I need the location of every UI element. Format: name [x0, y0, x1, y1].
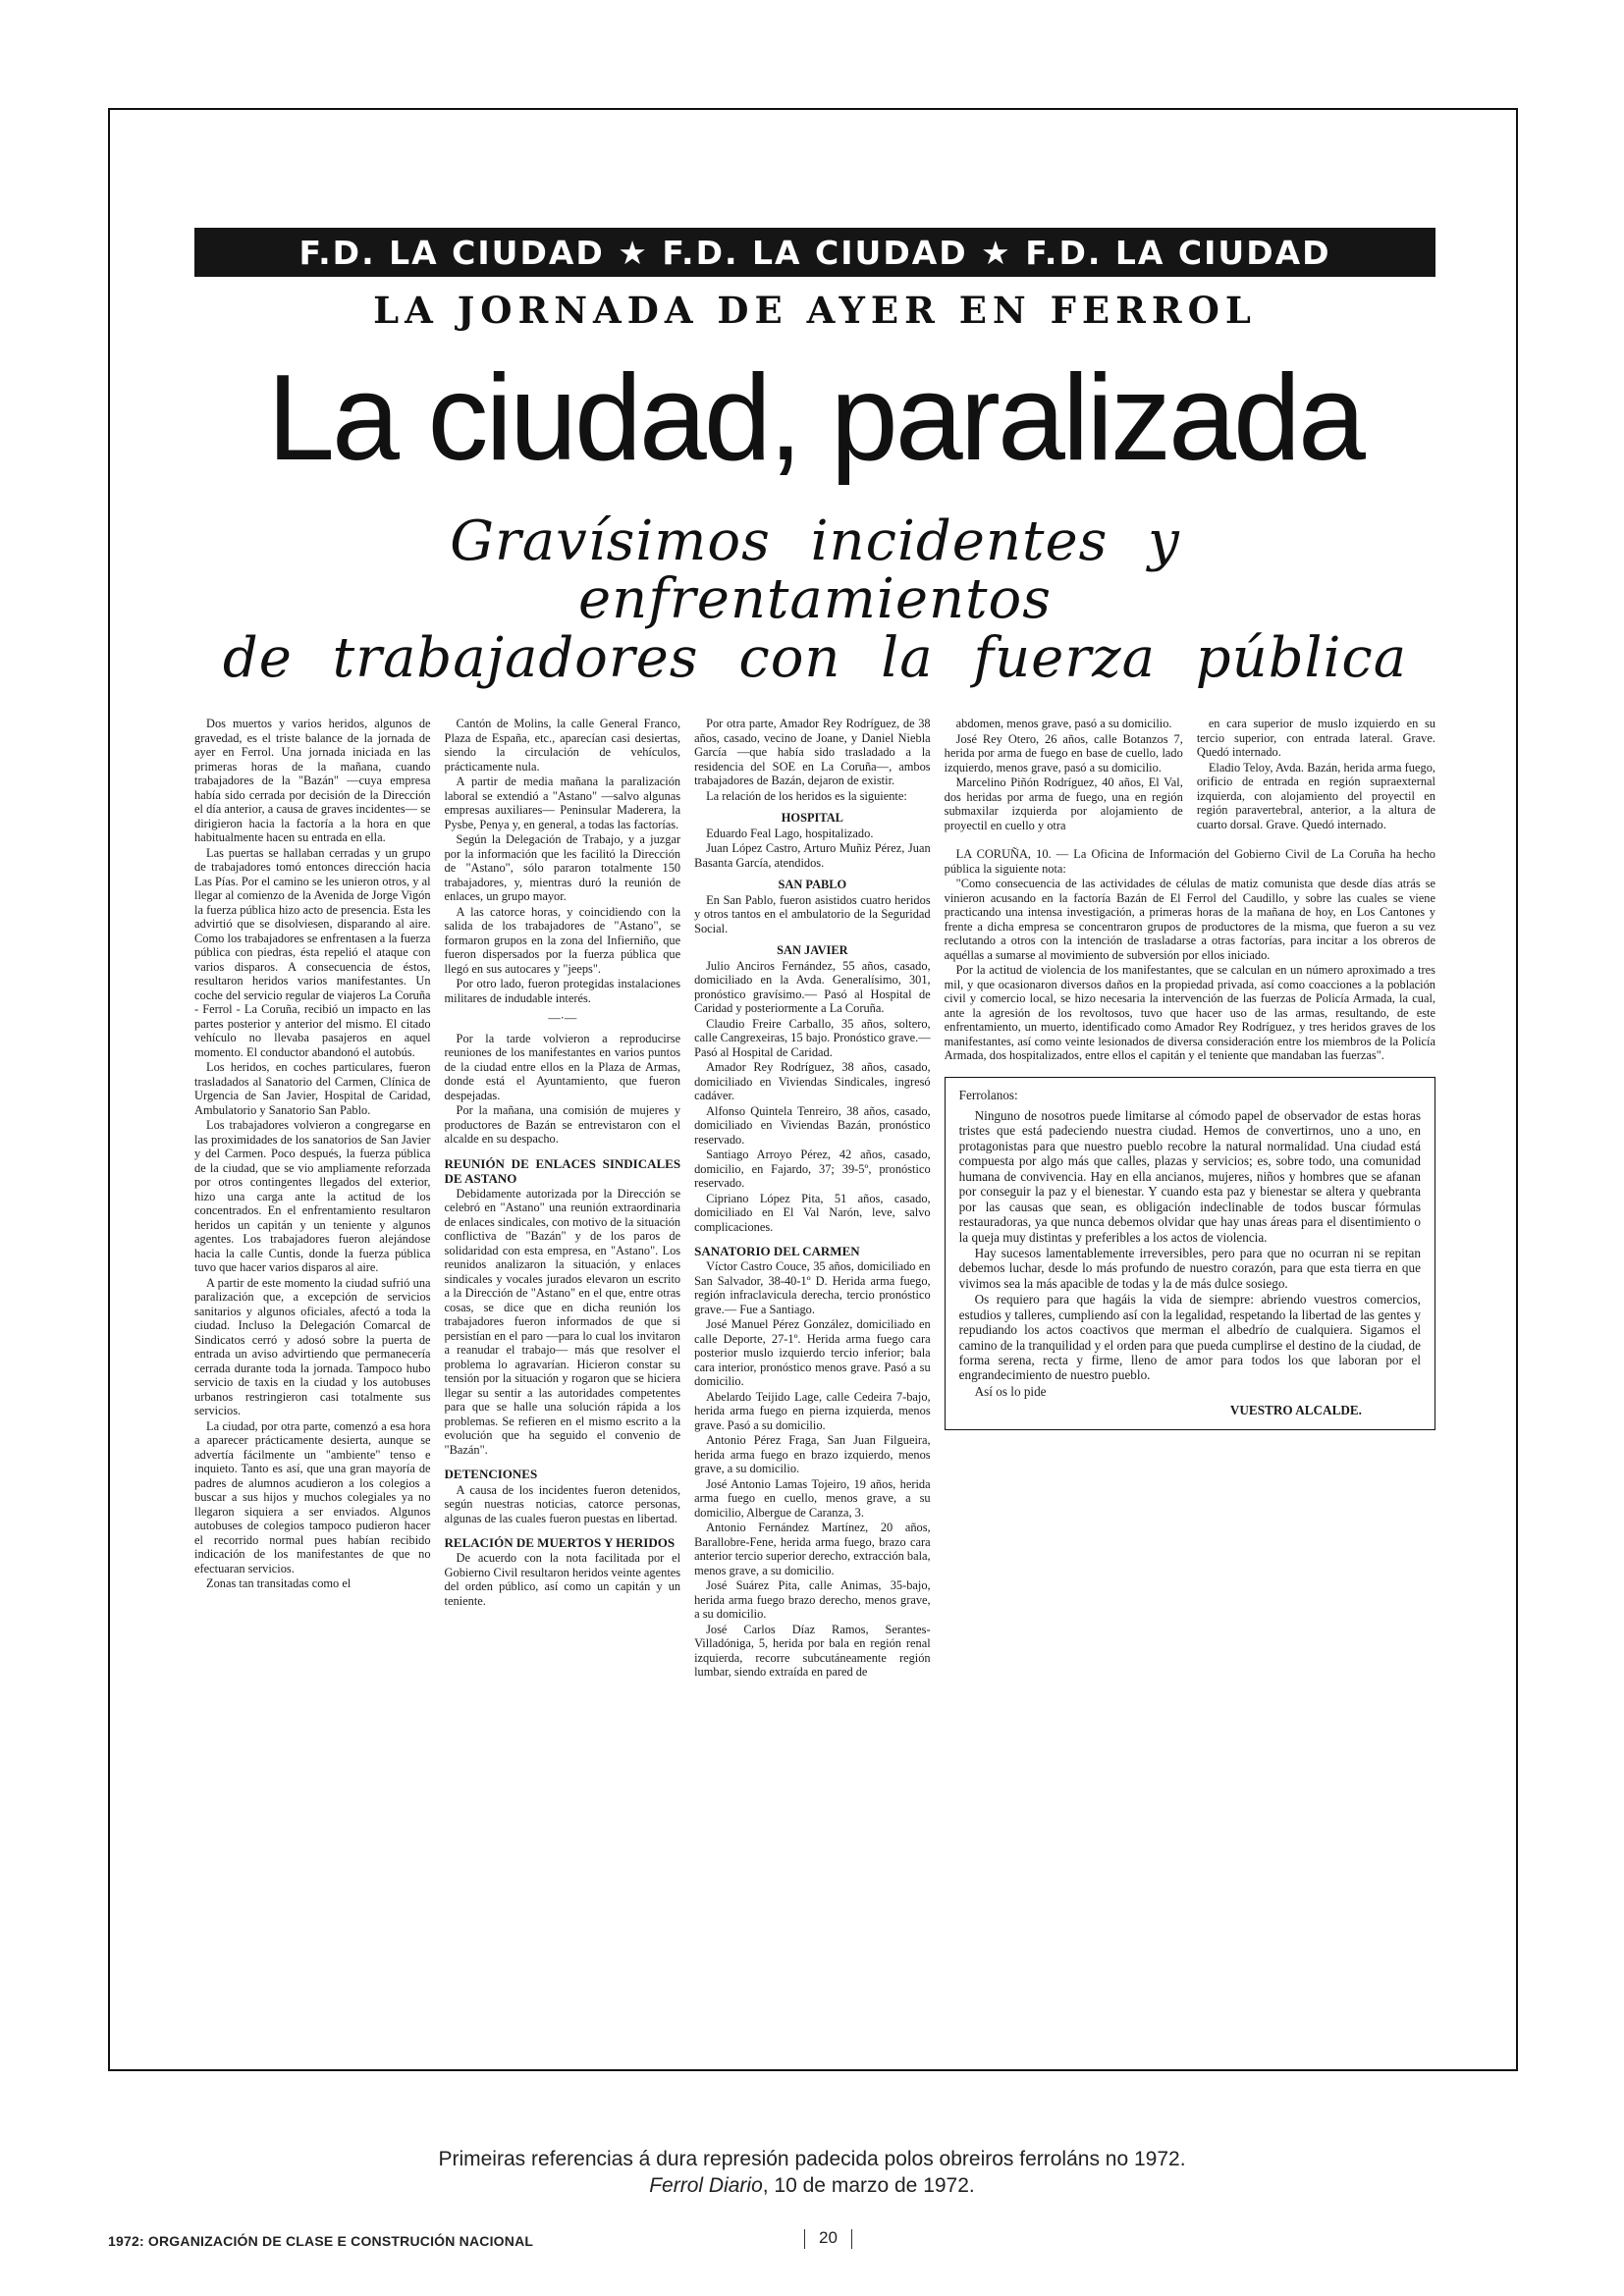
article-column-4	[945, 717, 1183, 833]
figure-caption	[0, 2146, 1624, 2200]
footer-book-title: 1972: ORGANIZACIÓN DE CLASE E CONSTRUCIÓN NACIONAL	[108, 2233, 534, 2249]
article-paragraph: Dos muertos y varios heridos, algunos de gravedad, es el triste balance de la jornada de ayer en Ferrol. Una jornada iniciada en las primeras horas de la mañana, cuando trabajadores de la "Bazán" —cuya empresa había sido cerrada por decisión de la Dirección el día anterior, a causa de graves incidentes— se dirigieron hacia la factoría a la hora en que habitualmente hacen su entrada en ella.	[194, 717, 431, 845]
subhead-line-2: de trabajadores con la fuerza pública	[222, 625, 1408, 690]
article-paragraph: Por la actitud de violencia de los manifestantes, que se calculan en un número aproximado a tres mil, y que ocasionaron diversos daños en la propiedad privada, así como coacciones a la población civil y comercio local, se hizo necesaria la intervención de las fuerzas de Policía Armada, la cual, ante la agresión de los revoltosos, tuvo que hacer uso de las armas, resultando, de este enfrentamiento, un muerto, identificado como Amador Rey Rodríguez, y tres heridos graves de los manifestantes, así como veinte lesionados de diversa consideración entre los miembros de la Policía Armada, dos hospitalizados, entre ellos el capitán y el teniente que mandaban las fuerzas".	[944, 963, 1435, 1063]
article-paragraph: Antonio Fernández Martínez, 20 años, Barallobre-Fene, herida arma fuego, brazo cara anterior tercio superior derecho, extracción bala, menos grave, a su domicilio.	[694, 1521, 931, 1577]
article-paragraph: "Como consecuencia de las actividades de células de matiz comunista que desde días atrás se vinieron acusando en la factoría Bazán de El Ferrol del Caudillo, y sobre las cuales se viene practicando una intensa investigación, a primeras horas de la mañana de hoy, en Los Cantones y frente a dicha empresa se concentraron grupos de productores de la misma, que fueron a su vez reclutando a otros con la intención de trasladarse a otras factorías, para incitar a los obreros de aquéllas a sumarse al movimiento de subversión por ellos iniciado.	[944, 877, 1435, 962]
caption-line-2	[0, 2172, 1624, 2199]
article-paragraph: A partir de este momento la ciudad sufrió una paralización que, a excepción de servicios sanitarios y algunos oficiales, afectó a toda la ciudad. Incluso la Delegación Comarcal de Sindicatos cerró y adosó sobre la puerta de entrada un aviso advirtiendo que permanecería cerrada durante toda la jornada. Tampoco hubo servicio de taxis en la ciudad y los autobuses urbanos restringieron casi totalmente sus servicios.	[194, 1275, 431, 1418]
article-separator: —·—	[548, 1011, 577, 1026]
article-paragraph: José Manuel Pérez González, domiciliado en calle Deporte, 27-1º. Herida arma fuego cara posterior muslo izquierdo tercio inferior; bala cara interior, pronóstico menos grave. Pasó a su domicilio.	[694, 1317, 931, 1389]
article-column-5	[1197, 717, 1435, 833]
article-paragraph: Antonio Pérez Fraga, San Juan Filgueira, herida arma fuego en brazo izquierdo, menos grave, a su domicilio.	[694, 1433, 931, 1476]
article-paragraph: Santiago Arroyo Pérez, 42 años, casado, domicilio, en Fajardo, 37; 39-5º, pronóstico reservado.	[694, 1148, 931, 1191]
article-paragraph: Los trabajadores volvieron a congregarse en las proximidades de los sanatorios de San Javier y del Carmen. Poco después, la fuerza pública de la ciudad, que se vio ampliamente reforzada por otros contingentes llegados del exterior, hizo una carga ante la actitud de los concentrados. En el enfrentamiento resultaron heridos un capitán y un teniente y algunos agentes. Los trabajadores fueron alejándose hacia la calle Cuntis, donde la fuerza pública tuvo que hacer varios disparos al aire.	[194, 1118, 431, 1275]
article-paragraph: Por otro lado, fueron protegidas instalaciones militares de indudable interés.	[444, 977, 681, 1005]
page-divider-left	[804, 2229, 805, 2249]
article-subheading: HOSPITAL	[781, 811, 843, 826]
mayor-statement-box	[945, 1077, 1435, 1430]
article-paragraph: Los heridos, en coches particulares, fueron trasladados al Sanatorio del Carmen, Clínica de Urgencia de San Javier, Hospital de Caridad, Ambulatorio y Sanatorio San Pablo.	[194, 1060, 431, 1117]
caption-line-1: Primeiras referencias á dura represión padecida polos obreiros ferroláns no 1972.	[438, 2148, 1186, 2170]
article-paragraph: La ciudad, por otra parte, comenzó a esa hora a aparecer prácticamente desierta, aunque se advertía fácilmente un "ambiente" tenso e inquieto. Tanto es así, que una gran mayoría de padres de alumnos acudieron a los colegios a buscar a sus hijos y muchos colegiales ya no llegaron siquiera a ser enviados. Algunos autobuses de colegios tampoco pudieron hacer el recorrido normal pues habían recibido indicación de los manifestantes de que no efectuaran servicios.	[194, 1418, 431, 1575]
article-paragraph: Zonas tan transitadas como el	[206, 1576, 352, 1591]
article-paragraph: José Carlos Díaz Ramos, Serantes-Villadóniga, 5, herida por bala en región renal izquierda, recorre subcutáneamente región lumbar, siendo extraída en pared de	[694, 1622, 931, 1680]
article-paragraph: A las catorce horas, y coincidiendo con la salida de los trabajadores de "Astano", se formaron grupos en la zona del Infierniño, que fueron dispersados por la fuerza pública que llegó en sus autocares y "jeeps".	[444, 904, 681, 976]
article-subheading: SAN PABLO	[778, 878, 847, 892]
subheadline	[194, 509, 1435, 690]
article-column-3	[694, 717, 931, 1944]
clipping-frame	[108, 108, 1518, 2071]
article-paragraph: Hay sucesos lamentablemente irreversibles, pero para que no ocurran ni se repitan debemos luchar, desde lo más profundo de nuestro corazón, para que esta tierra en que vivimos sea la más apacible de todas y la de más dulce sosiego.	[958, 1245, 1421, 1291]
article-columns	[194, 717, 1435, 1944]
section-title: LA JORNADA DE AYER EN FERROL	[373, 289, 1257, 332]
footer-page-number-block	[790, 2228, 866, 2249]
page-number: 20	[819, 2228, 838, 2247]
subhead-line-1: Gravísimos incidentes y enfrentamientos	[450, 509, 1180, 632]
article-paragraph: A partir de media mañana la paralización laboral se extendió a "Astano" —salvo algunas empresas auxiliares— Peninsular Maderera, la Pysbe, Penya y, en general, a todas las factorías.	[444, 774, 681, 831]
article-subheading: DETENCIONES	[444, 1467, 538, 1482]
article-paragraph: Debidamente autorizada por la Dirección se celebró en "Astano" una reunión extraordinaria de enlaces sindicales, con motivo de la situación conflictiva de "Bazán" y de los paros de solidaridad con esta empresa, en "Astano". Los reunidos analizaron la situación, y enlaces sindicales y vocales jurados elevaron un escrito a la Dirección de "Astano" en el que, entre otras cosas, se dice que en dicha reunión los trabajadores fueron informados de que si persistían en el paro —para lo cual los invitaron a reanudar el trabajo— más que resolver el problema lo agravarían. Hicieron constar su tensión por la situación y rogaron que se hiciera llegar su sentir a las autoridades competentes para que se halle una solución rápida a los problemas. Se refieren en el mismo escrito a la evolución que ha seguido el convenio de "Bazán".	[444, 1186, 681, 1457]
article-subheading: SAN JAVIER	[777, 943, 848, 958]
article-subheading: RELACIÓN DE MUERTOS Y HERIDOS	[444, 1535, 676, 1551]
article-paragraph: Abelardo Teijido Lage, calle Cedeira 7-bajo, herida arma fuego en pierna izquierda, menos grave. Pasó a su domicilio.	[694, 1389, 931, 1432]
article-paragraph: Cipriano López Pita, 51 años, casado, domiciliado en El Val Narón, leve, salvo complicaciones.	[694, 1191, 931, 1234]
mayor-statement-title: Ferrolanos:	[958, 1087, 1018, 1102]
article-column-2	[445, 717, 681, 1944]
article-paragraph: En San Pablo, fueron asistidos cuatro heridos y otros tantos en el ambulatorio de la Seguridad Social.	[694, 892, 931, 935]
article-paragraph: Por la mañana, una comisión de mujeres y productores de Bazán se entrevistaron con el alcalde en su despacho.	[444, 1103, 681, 1147]
article-paragraph: Así os lo pide	[974, 1383, 1047, 1399]
article-paragraph: Claudio Freire Carballo, 35 años, soltero, calle Cangrexeiras, 15 bajo. Pronóstico grave.— Pasó al Hospital de Caridad.	[694, 1016, 931, 1059]
article-paragraph: José Antonio Lamas Tojeiro, 19 años, herida arma fuego en cuello, menos grave, a su domicilio, Albergue de Caranza, 3.	[694, 1476, 931, 1520]
article-paragraph: Ninguno de nosotros puede limitarse al cómodo papel de observador de estas horas tristes que está padeciendo nuestra ciudad. Hemos de convertirnos, uno a uno, en protagonistas para que nuestro pueblo recobre la natural normalidad. Una ciudad está compuesta por algo más que calles, plazas y servicios; es, sobre todo, una comunidad humana de convivencia. Hay en ella ancianos, mujeres, niños y hombres que se afanan por conseguir la paz y el bienestar. Y cuando esta paz y bienestar se altera y quebranta por las causas que sean, es obligación indeclinable de todos buscar fórmulas restauradoras, ya que nunca debemos olvidar que hay unas áreas para el disentimiento o la queja muy distintas y preferibles a los actos de violencia.	[958, 1108, 1421, 1245]
article-subheading: SANATORIO DEL CARMEN	[694, 1244, 860, 1259]
article-paragraph: abdomen, menos grave, pasó a su domicilio.	[955, 717, 1172, 731]
article-paragraph: De acuerdo con la nota facilitada por el Gobierno Civil resultaron heridos veinte agentes del orden público, así como un capitán y un teniente.	[444, 1551, 681, 1608]
mayor-statement-body	[959, 1108, 1421, 1399]
article-paragraph: Marcelino Piñón Rodríguez, 40 años, El Val, dos heridas por arma de fuego, una en región submaxilar izquierda por alojamiento de proyectil en cuello y otra	[944, 775, 1183, 832]
article-paragraph: LA CORUÑA, 10. — La Oficina de Información del Gobierno Civil de La Coruña ha hecho pública la siguiente nota:	[944, 847, 1435, 876]
article-paragraph: José Rey Otero, 26 años, calle Botanzos 7, herida por arma de fuego en base de cuello, lado izquierdo, menos grave, pasó a su domicilio.	[944, 731, 1183, 774]
article-paragraph: Amador Rey Rodríguez, 38 años, casado, domiciliado en Viviendas Sindicales, ingresó cadáver.	[694, 1060, 931, 1103]
article-paragraph: Por la tarde volvieron a reproducirse reuniones de los manifestantes en varios puntos de la ciudad entre ellos en la Plaza de Armas, donde está el Ayuntamiento, que fueron despejadas.	[444, 1031, 681, 1102]
article-paragraph: Las puertas se hallaban cerradas y un grupo de trabajadores tomó entonces dirección hacia Las Pías. Por el camino se les unieron otros, y al llegar al comienzo de la Avenida de Jorge Vigón la fuerza pública hizo acto de presencia. Esta les advirtió que se disolviesen, disparando al aire. Como los trabajadores se enfrentasen a la fuerza pública con piedras, ésta repelió el ataque con varios disparos. A consecuencia de éstos, resultaron heridos varios manifestantes. Un coche del servicio regular de viajeros La Coruña - Ferrol - La Coruña, recibió un impacto en las partes posterior y anterior del mismo. El citado vehículo no llevaba pasajeros en aquel momento. El conductor abandonó el autobús.	[194, 845, 431, 1059]
article-paragraph: en cara superior de muslo izquierdo en su tercio superior, con entrada lateral. Grave. Quedó internado.	[1196, 717, 1435, 760]
article-paragraph: Víctor Castro Couce, 35 años, domiciliado en San Salvador, 38-40-1º D. Herida arma fuego, región infraclavicula derecha, tercio pronóstico grave.— Fue a Santiago.	[694, 1259, 931, 1316]
article-paragraph: A causa de los incidentes fueron detenidos, según nuestras noticias, catorce personas, algunas de las cuales fueron puestas en libertad.	[444, 1482, 681, 1525]
article-subheading: REUNIÓN DE ENLACES SINDICALES DE ASTANO	[444, 1155, 681, 1186]
article-paragraph: Eladio Teloy, Avda. Bazán, herida arma fuego, orificio de entrada en región supraexternal izquierda, con alojamiento del proyectil en región paravertebral, anterior, a la altura de cuarto dorsal. Grave. Quedó internado.	[1196, 760, 1435, 831]
article-column-1	[194, 717, 431, 1944]
section-banner: F.D. LA CIUDAD ★ F.D. LA CIUDAD ★ F.D. LA CIUDAD	[194, 228, 1435, 277]
article-paragraph: Julio Anciros Fernández, 55 años, casado, domiciliado en la Avda. Generalísimo, 301, pronóstico gravísimo.— Pasó al Hospital de Caridad y posteriormente a La Coruña.	[694, 958, 931, 1016]
caption-source: Ferrol Diario	[649, 2174, 763, 2198]
caption-date: , 10 de marzo de 1972.	[762, 2174, 975, 2198]
article-paragraph: Juan López Castro, Arturo Muñiz Pérez, Juan Basanta García, atendidos.	[694, 841, 931, 870]
gobierno-civil-note	[945, 847, 1435, 1063]
article-column-4-5	[945, 717, 1435, 1944]
article-paragraph: Según la Delegación de Trabajo, y a juzgar por la información que les facilitó la Dirección de "Astano", sólo pararon totalmente 150 trabajadores, y, mientras duró la reunión de enlaces, un grupo mayor.	[444, 832, 681, 904]
article-paragraph: José Suárez Pita, calle Animas, 35-bajo, herida arma fuego brazo derecho, menos grave, a su domicilio.	[694, 1578, 931, 1622]
newspaper-clipping	[194, 228, 1435, 2061]
article-paragraph: Os requiero para que hagáis la vida de siempre: abriendo vuestros comercios, estudios y talleres, cumpliendo así con la legalidad, respetando la libertad de las gentes y repudiando los actos coactivos que merman el albedrío de cualquiera. Sigamos el camino de la tranquilidad y el orden para que pueda cumplirse el destino de la ciudad, de forma serena, recta y firme, lleno de amor para todos los que laboran por el engrandecimiento de nuestro pueblo.	[958, 1292, 1421, 1383]
article-paragraph: La relación de los heridos es la siguiente:	[706, 788, 907, 803]
article-paragraph: Eduardo Feal Lago, hospitalizado.	[706, 826, 874, 840]
headline: La ciudad, paralizada	[267, 350, 1363, 486]
article-paragraph: Cantón de Molins, la calle General Franco, Plaza de España, etc., aparecían casi desiertas, siendo la circulación de vehículos, prácticamente nula.	[444, 717, 681, 774]
article-paragraph: Alfonso Quintela Tenreiro, 38 años, casado, domiciliado en Viviendas Bazán, pronóstico reservado.	[694, 1103, 931, 1147]
mayor-signature: VUESTRO ALCALDE.	[1229, 1403, 1362, 1418]
article-paragraph: Por otra parte, Amador Rey Rodríguez, de 38 años, casado, vecino de Joane, y Daniel Niebla García —que había sido trasladado a la residencia del SOE en La Coruña—, ambos trabajadores de Bazán, dejaron de existir.	[694, 717, 931, 788]
page-divider-right	[851, 2229, 852, 2249]
